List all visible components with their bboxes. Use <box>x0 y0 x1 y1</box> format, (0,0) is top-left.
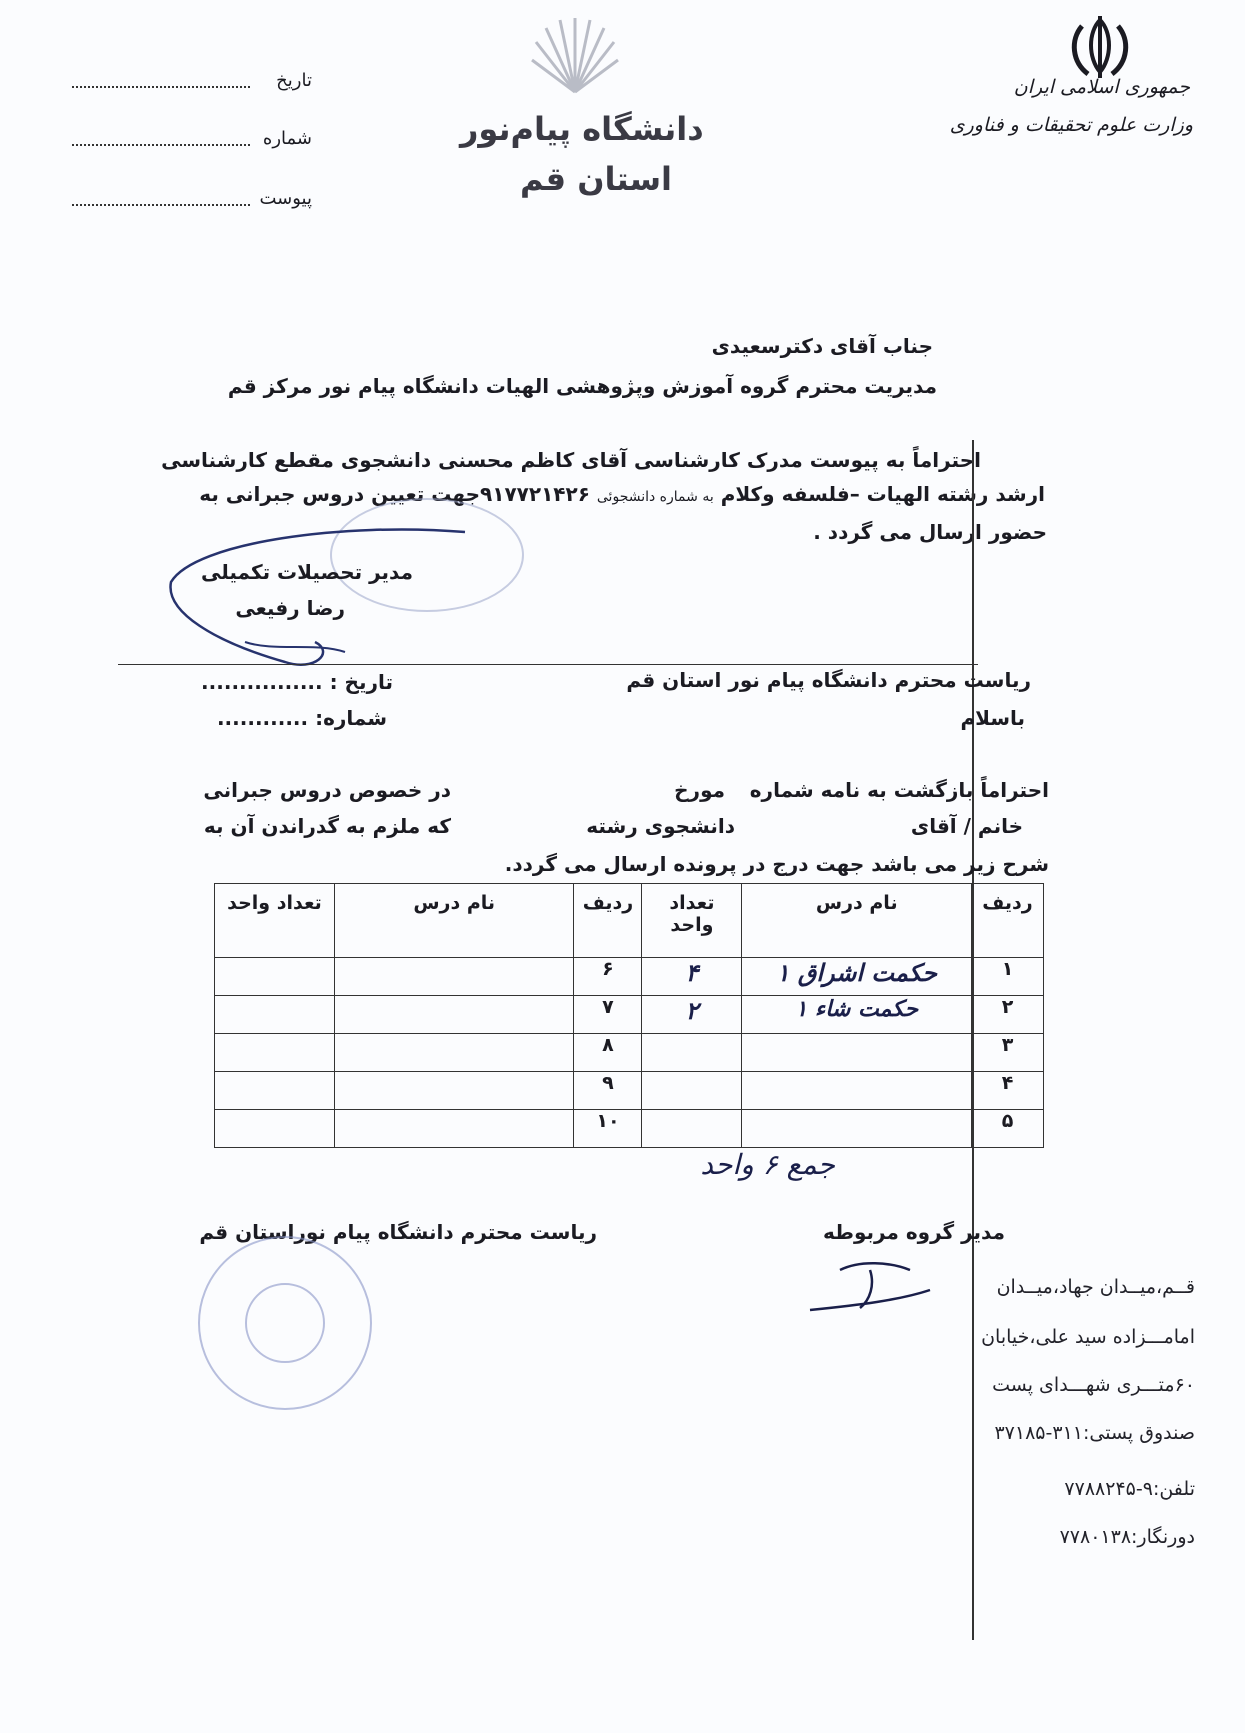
university-name: دانشگاه پیام‌نور <box>460 110 704 148</box>
iran-emblem <box>1060 12 1140 82</box>
university-logo-rays <box>530 14 620 96</box>
row-num: ۲ <box>972 996 1044 1034</box>
address-line: ۶۰متـــری شهـــدای پست <box>992 1374 1195 1396</box>
header-course-left: نام درس <box>334 884 574 958</box>
course-name <box>334 1110 574 1148</box>
row-num: ۵ <box>972 1110 1044 1148</box>
table-row <box>215 1072 1044 1110</box>
republic-name: جمهوری اسلامی ایران <box>1013 76 1190 98</box>
student-number-label: به شماره دانشجوئی <box>596 489 714 505</box>
header-attachment-label: پیوست <box>259 188 312 209</box>
course-units <box>642 1072 742 1110</box>
reply-date-field <box>201 670 393 694</box>
reply-line2-a: خانم / آقای <box>910 814 1023 838</box>
table-row <box>215 1034 1044 1072</box>
addressee: جناب آقای دکترسعیدی <box>711 334 933 358</box>
reply-number-field <box>217 706 387 730</box>
row-num: ۸ <box>574 1034 642 1072</box>
course-units <box>215 1072 335 1110</box>
row-num: ۴ <box>972 1072 1044 1110</box>
course-name <box>742 1110 972 1148</box>
reply-to: ریاست محترم دانشگاه پیام نور استان قم <box>626 668 1031 692</box>
address-postbox: صندوق پستی:۳۱۱-۳۷۱۸۵ <box>994 1422 1195 1444</box>
table-row <box>215 996 1044 1034</box>
reply-line1-b: مورخ <box>674 778 725 802</box>
table-row <box>215 1110 1044 1148</box>
header-number-field <box>72 128 312 156</box>
reply-line3: شرح زیر می باشد جهت درج در پرونده ارسال می گردد. <box>504 852 1049 876</box>
reply-date-dots: ................ <box>201 670 323 694</box>
table-header-row <box>215 884 1044 958</box>
manager-signature <box>800 1250 940 1320</box>
header-date-field <box>72 70 312 98</box>
table-row <box>215 958 1044 996</box>
course-name: حکمت اشراق ۱ <box>742 958 972 996</box>
body-line-2-end: ۹۱۷۷۲۱۴۲۶جهت تعیین دروس جبرانی به <box>199 482 590 506</box>
course-name <box>742 1034 972 1072</box>
header-course-right: نام درس <box>742 884 972 958</box>
reply-line2-b: دانشجوی رشته <box>586 814 735 838</box>
reply-greeting: باسلام <box>960 706 1025 730</box>
body-line-1: احتراماً به پیوست مدرک کارشناسی آقای کاظم محسنی دانشجوی مقطع کارشناسی <box>161 448 981 472</box>
row-num: ۷ <box>574 996 642 1034</box>
divider-horizontal <box>118 664 978 665</box>
header-number-label: شماره <box>262 128 312 149</box>
header-date-label: تاریخ <box>276 70 312 91</box>
course-units <box>642 1110 742 1148</box>
header-row-right: ردیف <box>972 884 1044 958</box>
row-num: ۶ <box>574 958 642 996</box>
address-line: قــم،میــدان جهاد،میــدان <box>996 1276 1195 1298</box>
course-units <box>215 1034 335 1072</box>
address-line: امامـــزاده سید علی،خیابان <box>981 1326 1195 1348</box>
header-attachment-field <box>72 188 312 216</box>
course-name <box>334 1034 574 1072</box>
signer-title: مدیر تحصیلات تکمیلی <box>200 560 413 584</box>
course-name <box>742 1072 972 1110</box>
body-line-3: حضور ارسال می گردد . <box>813 520 1047 544</box>
address-phone: تلفن:۹-۷۷۸۸۲۴۵ <box>1064 1478 1195 1500</box>
course-name <box>334 996 574 1034</box>
presidency-stamp <box>198 1236 372 1410</box>
body-line-2-start: ارشد رشته الهیات –فلسفه وکلام <box>720 482 1045 506</box>
addressee-title: مدیریت محترم گروه آموزش وپژوهشی الهیات دانشگاه پیام نور مرکز قم <box>227 374 937 398</box>
header-units-right: تعداد واحد <box>642 884 742 958</box>
body-line-2 <box>199 482 1045 506</box>
handwritten-total: جمع ۶ واحد <box>700 1148 835 1181</box>
row-num: ۳ <box>972 1034 1044 1072</box>
course-name: حکمت شاء ۱ <box>742 996 972 1034</box>
row-num: ۱۰ <box>574 1110 642 1148</box>
header-units-left: تعداد واحد <box>215 884 335 958</box>
ministry-name: وزارت علوم تحقیقات و فناوری <box>949 114 1193 136</box>
course-units <box>642 1034 742 1072</box>
course-name <box>334 1072 574 1110</box>
reply-line2-c: که ملزم به گدراندن آن به <box>203 814 451 838</box>
reply-line1-a: احتراماً بازگشت به نامه شماره <box>749 778 1049 802</box>
course-units <box>215 958 335 996</box>
province-name: استان قم <box>520 160 673 198</box>
course-units <box>215 996 335 1034</box>
presidency-title: ریاست محترم دانشگاه پیام نوراستان قم <box>199 1220 597 1244</box>
reply-line1-c: در خصوص دروس جبرانی <box>203 778 451 802</box>
reply-date-label: تاریخ : <box>329 670 393 694</box>
course-units <box>215 1110 335 1148</box>
course-name <box>334 958 574 996</box>
address-fax: دورنگار:۷۷۸۰۱۳۸ <box>1059 1526 1195 1548</box>
row-num: ۱ <box>972 958 1044 996</box>
group-manager: مدیر گروه مربوطه <box>823 1220 1005 1244</box>
header-row-left: ردیف <box>574 884 642 958</box>
reply-number-dots: ............ <box>216 706 309 730</box>
course-units: ۴ <box>642 958 742 996</box>
signer-name: رضا رفیعی <box>235 596 345 620</box>
course-units: ۲ <box>642 996 742 1034</box>
compensatory-courses-table <box>214 883 1044 1148</box>
reply-number-label: شماره: <box>315 706 387 730</box>
row-num: ۹ <box>574 1072 642 1110</box>
